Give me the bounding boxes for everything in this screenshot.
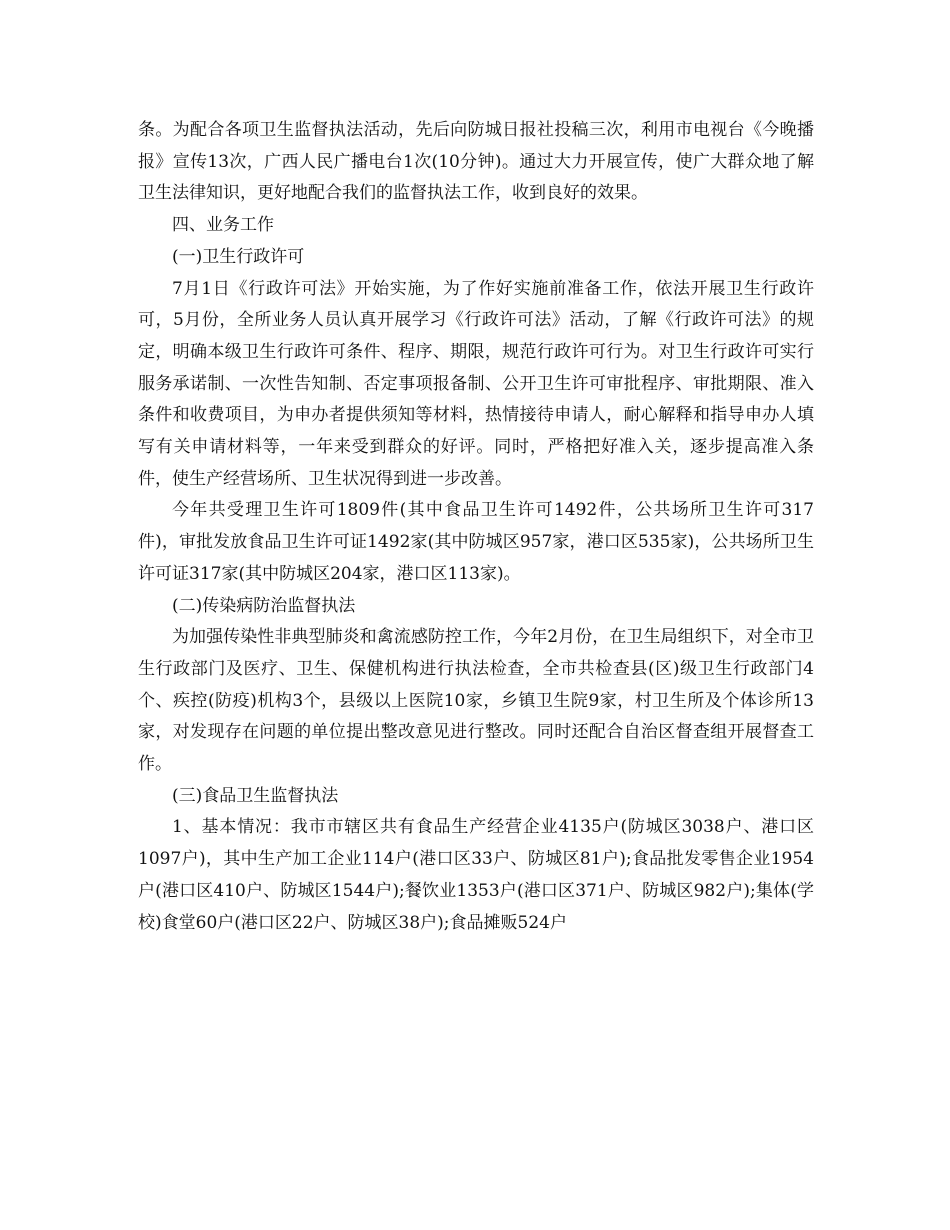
subsection-heading-food-hygiene: (三)食品卫生监督执法 [172,785,339,806]
subsection-heading-administrative-licensing: (一)卫生行政许可 [172,246,305,267]
subsection-heading-infectious-disease: (二)传染病防治监督执法 [172,595,356,616]
paragraph-publicity-results: 条。为配合各项卫生监督执法活动，先后向防城日报社投稿三次，利用市电视台《今晚播报》宣传13次，广西人民广播电台1次(10分钟)。通过大力开展宣传，使广大群众地了解卫生法律知识，更好地配合我们的监督执法工作，收到良好的效果。 [138,120,814,204]
paragraph-infectious-disease-inspection: 为加强传染性非典型肺炎和禽流感防控工作，今年2月份，在卫生局组织下，对全市卫生行政部门及医疗、卫生、保健机构进行执法检查，全市共检查县(区)级卫生行政部门4个、疾控(防疫)机构3个，县级以上医院10家，乡镇卫生院9家，村卫生所及个体诊所13家，对发现存在问题的单位提出整改意见进行整改。同时还配合自治区督查组开展督查工作。 [138,627,814,775]
paragraph-licensing-law: 7月1日《行政许可法》开始实施，为了作好实施前准备工作，依法开展卫生行政许可，5月份，全所业务人员认真开展学习《行政许可法》活动，了解《行政许可法》的规定，明确本级卫生行政许可条件、程序、期限，规范行政许可行为。对卫生行政许可实行服务承诺制、一次性告知制、否定事项报备制、公开卫生许可审批程序、审批期限、准入条件和收费项目，为申办者提供须知等材料，热情接待申请人，耐心解释和指导申办人填写有关申请材料等，一年来受到群众的好评。同时，严格把好准入关，逐步提高准入条件，使生产经营场所、卫生状况得到进一步改善。 [138,278,814,489]
document-body [138,115,814,939]
paragraph-licensing-statistics: 今年共受理卫生许可1809件(其中食品卫生许可1492件，公共场所卫生许可317件)，审批发放食品卫生许可证1492家(其中防城区957家，港口区535家)，公共场所卫生许可证317家(其中防城区204家，港口区113家)。 [138,500,814,584]
paragraph-food-enterprises-basic: 1、基本情况：我市市辖区共有食品生产经营企业4135户(防城区3038户、港口区1097户)，其中生产加工企业114户(港口区33户、防城区81户);食品批发零售企业1954户(港口区410户、防城区1544户);餐饮业1353户(港口区371户、防城区982户);集体(学校)食堂60户(港口区22户、防城区38户);食品摊贩524户 [138,817,814,933]
section-heading-business-work: 四、业务工作 [172,215,274,236]
